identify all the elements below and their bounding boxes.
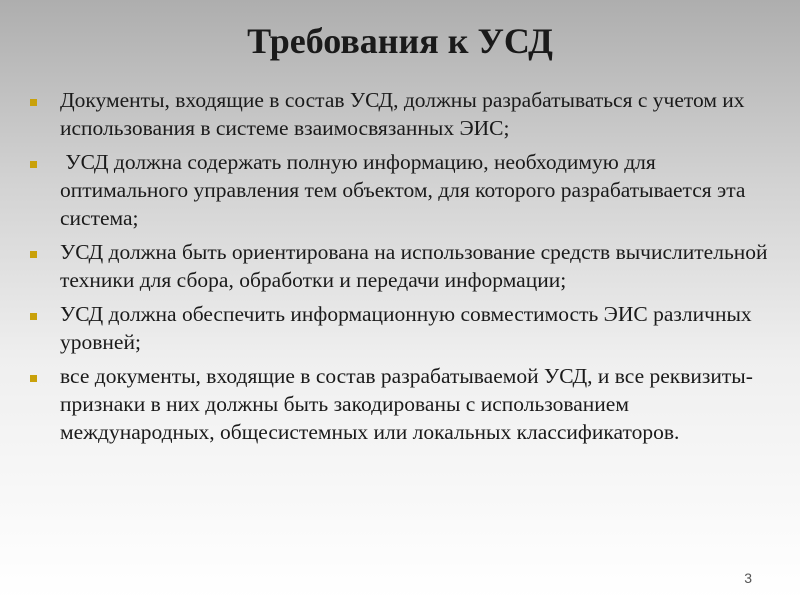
bullet-text: все документы, входящие в состав разрабатываемой УСД, и все реквизиты-признаки в них должны быть закодированы с использованием международных, общесистемных или локальных классификаторов. (60, 364, 753, 444)
slide-title: Требования к УСД (247, 21, 553, 61)
square-bullet-icon (28, 238, 60, 266)
square-bullet-icon (28, 148, 60, 176)
list-item (28, 148, 776, 232)
page-number: 3 (744, 570, 752, 586)
square-bullet-icon (28, 300, 60, 328)
list-item (28, 300, 776, 356)
square-bullet-icon (28, 362, 60, 390)
square-bullet-icon (28, 86, 60, 114)
list-item (28, 86, 776, 142)
list-item (28, 238, 776, 294)
bullet-text: УСД должна содержать полную информацию, необходимую для оптимального управления тем объектом, для которого разрабатывается эта система; (60, 150, 751, 230)
bullet-text: Документы, входящие в состав УСД, должны разрабатываться с учетом их использования в системе взаимосвязанных ЭИС; (60, 88, 750, 140)
list-item (28, 362, 776, 446)
bullet-list (28, 86, 776, 452)
bullet-text: УСД должна быть ориентирована на использование средств вычислительной техники для сбора, обработки и передачи информации; (60, 240, 773, 292)
bullet-text: УСД должна обеспечить информационную совместимость ЭИС различных уровней; (60, 302, 758, 354)
